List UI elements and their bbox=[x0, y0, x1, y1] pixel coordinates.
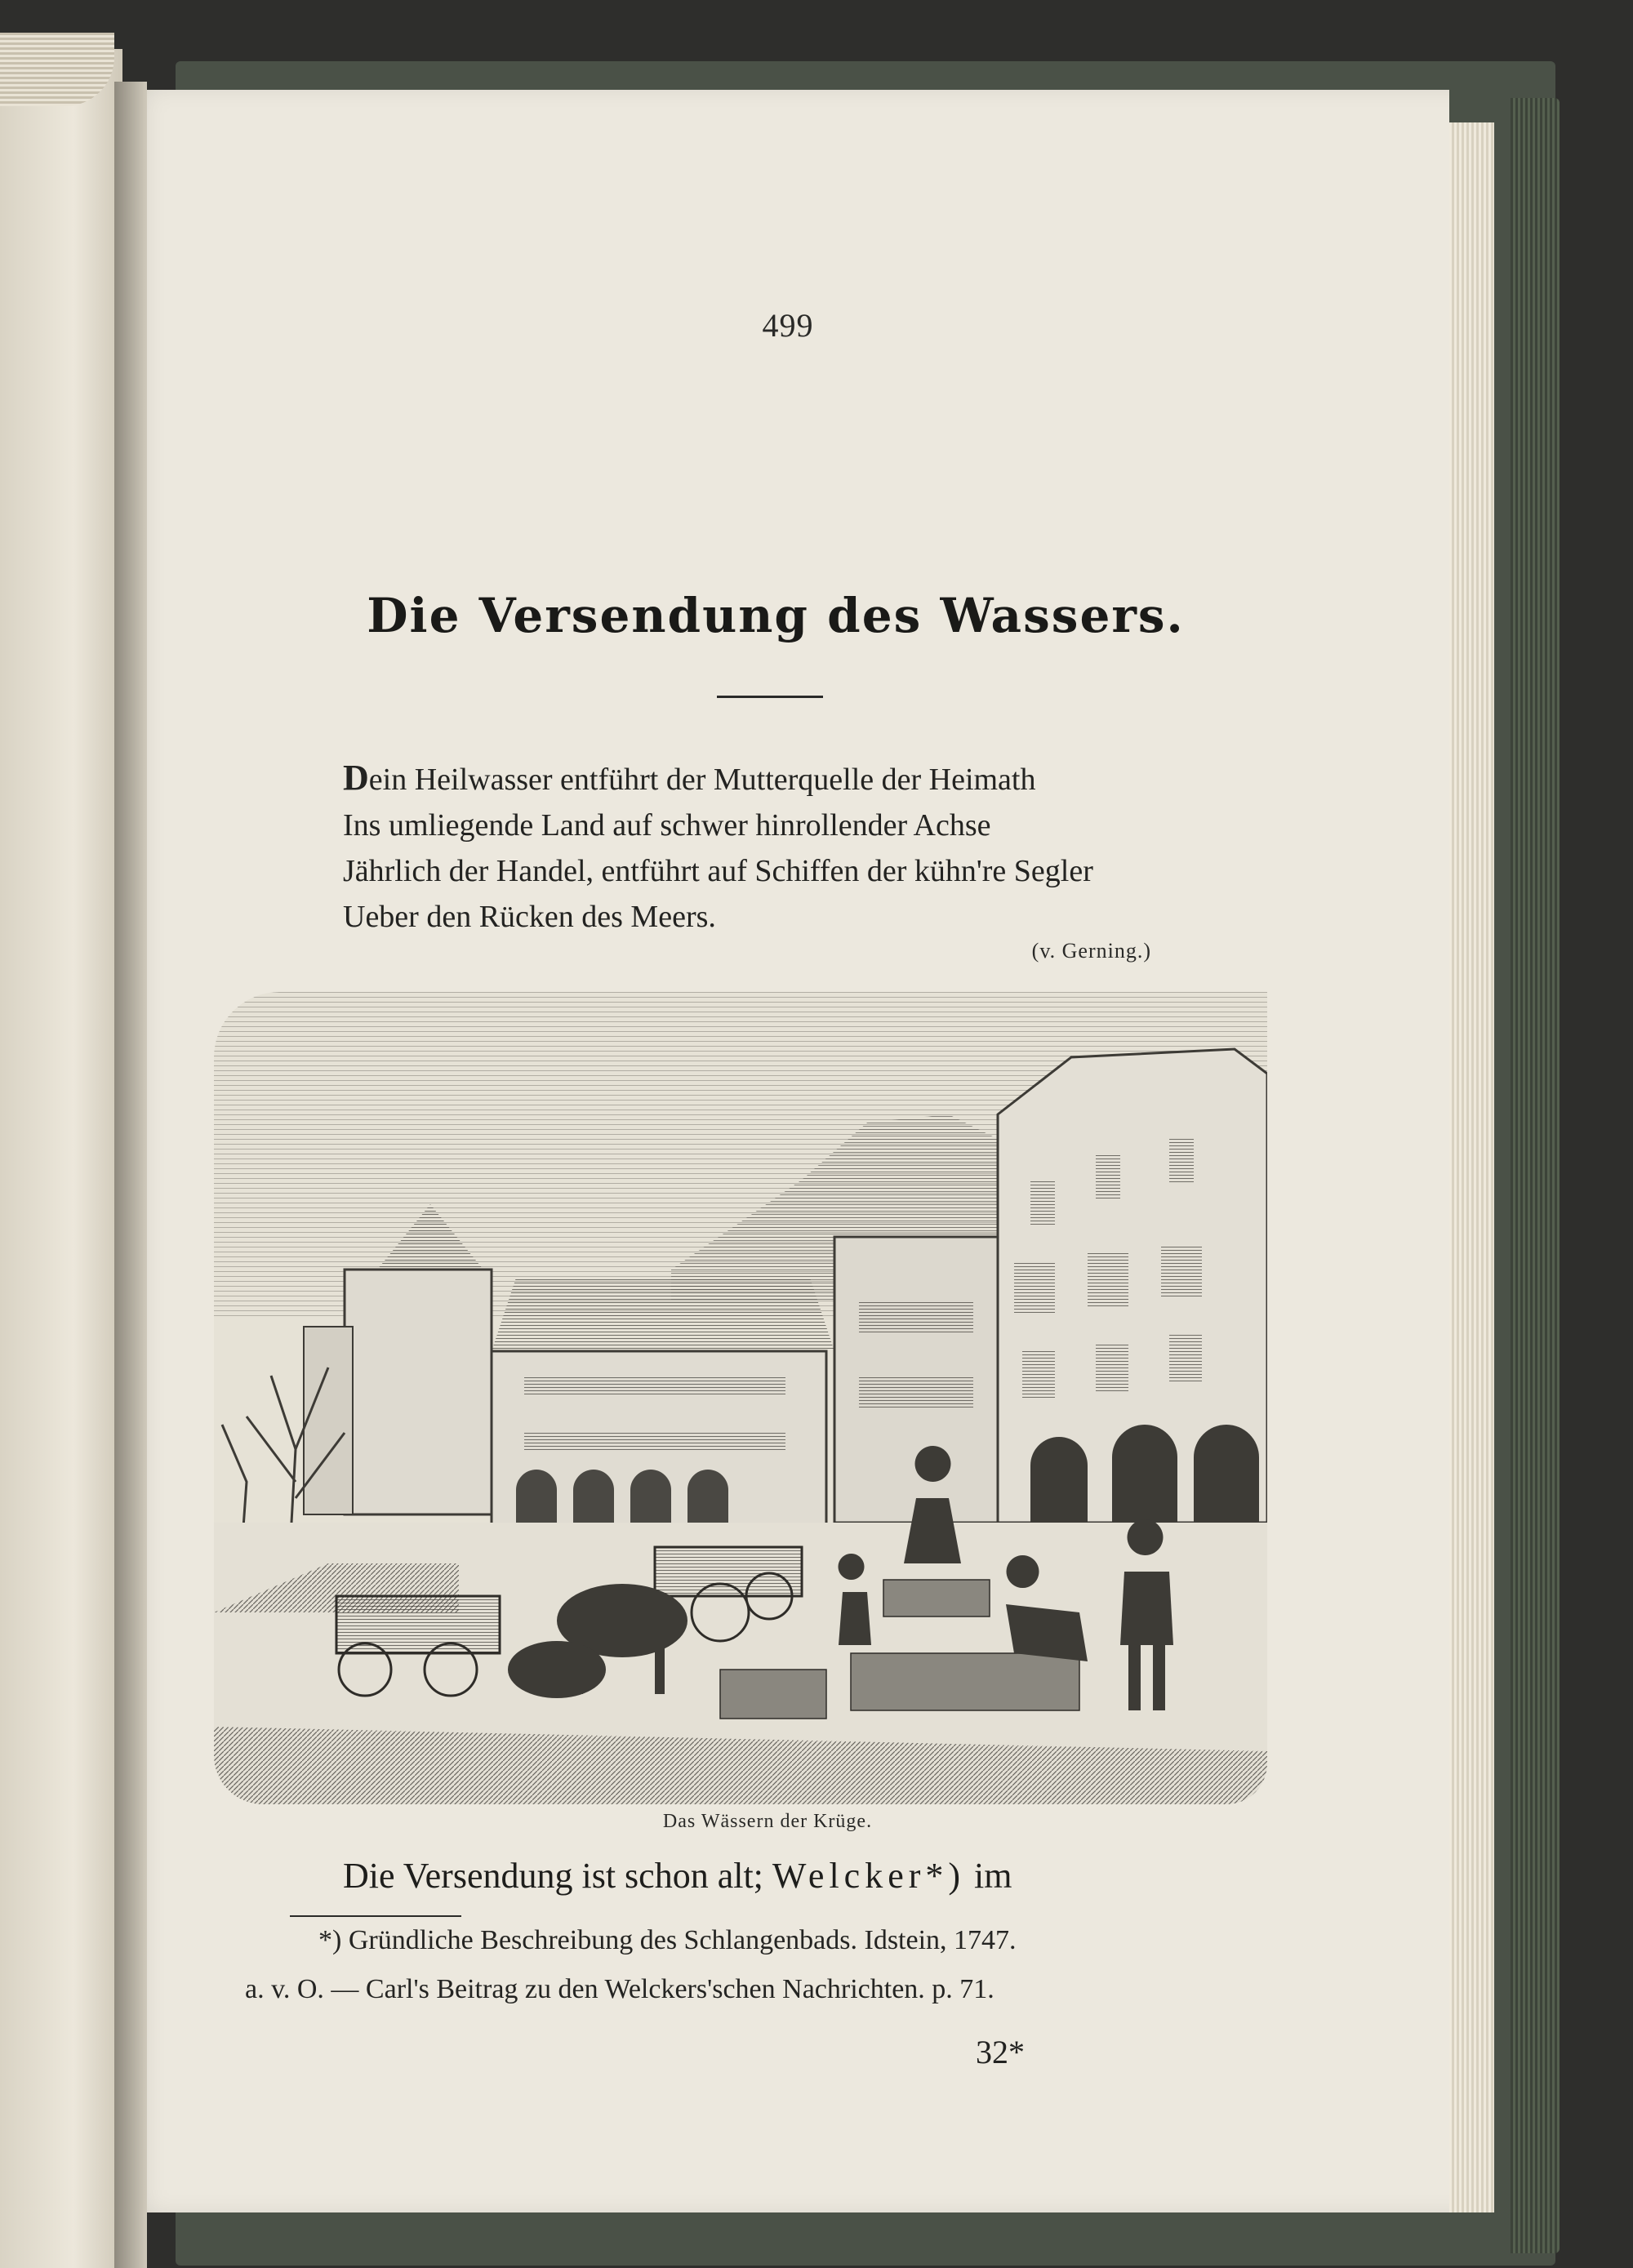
poem-line-1-text: ein Heilwasser entführt der Mutterquelle der Heimath bbox=[368, 763, 1036, 797]
footnote-line-1: *) Gründliche Beschreibung des Schlangenbads. Idstein, 1747. bbox=[318, 1925, 1017, 1955]
poem-initial: D bbox=[343, 758, 369, 798]
left-facing-page bbox=[0, 49, 122, 2268]
illustration-caption: Das Wässern der Krüge. bbox=[662, 1811, 873, 1832]
signature-mark: 32* bbox=[976, 2034, 1025, 2070]
book-gutter bbox=[114, 82, 147, 2268]
footnote-line-2: a. v. O. — Carl's Beitrag zu den Welckers'schen Nachrichten. p. 71. bbox=[245, 1974, 994, 2004]
footnote-rule bbox=[290, 1915, 461, 1917]
book-cover-edge bbox=[1511, 98, 1560, 2253]
poem-line-2: Ins umliegende Land auf schwer hinrollender Achse bbox=[343, 808, 991, 843]
poem-attribution: (v. Gerning.) bbox=[1031, 939, 1151, 963]
engraving-illustration bbox=[214, 992, 1267, 1804]
poem-line-3: Jährlich der Handel, entführt auf Schiffen der kühn're Segler bbox=[343, 854, 1093, 888]
page-number: 499 bbox=[762, 307, 814, 344]
body-text-line bbox=[343, 1855, 1237, 1897]
body-text-start: Die Versendung ist schon alt; bbox=[343, 1856, 763, 1896]
engraving-drawing bbox=[214, 992, 1267, 1804]
body-text-name: Welcker*) bbox=[772, 1856, 966, 1896]
title-rule bbox=[717, 696, 823, 698]
poem-line-1 bbox=[343, 755, 1266, 803]
poem-line-4: Ueber den Rücken des Meers. bbox=[343, 900, 716, 934]
chapter-title: Die Versendung des Wassers. bbox=[367, 588, 1185, 643]
body-text-end: im bbox=[974, 1856, 1012, 1896]
poem bbox=[343, 755, 1266, 940]
